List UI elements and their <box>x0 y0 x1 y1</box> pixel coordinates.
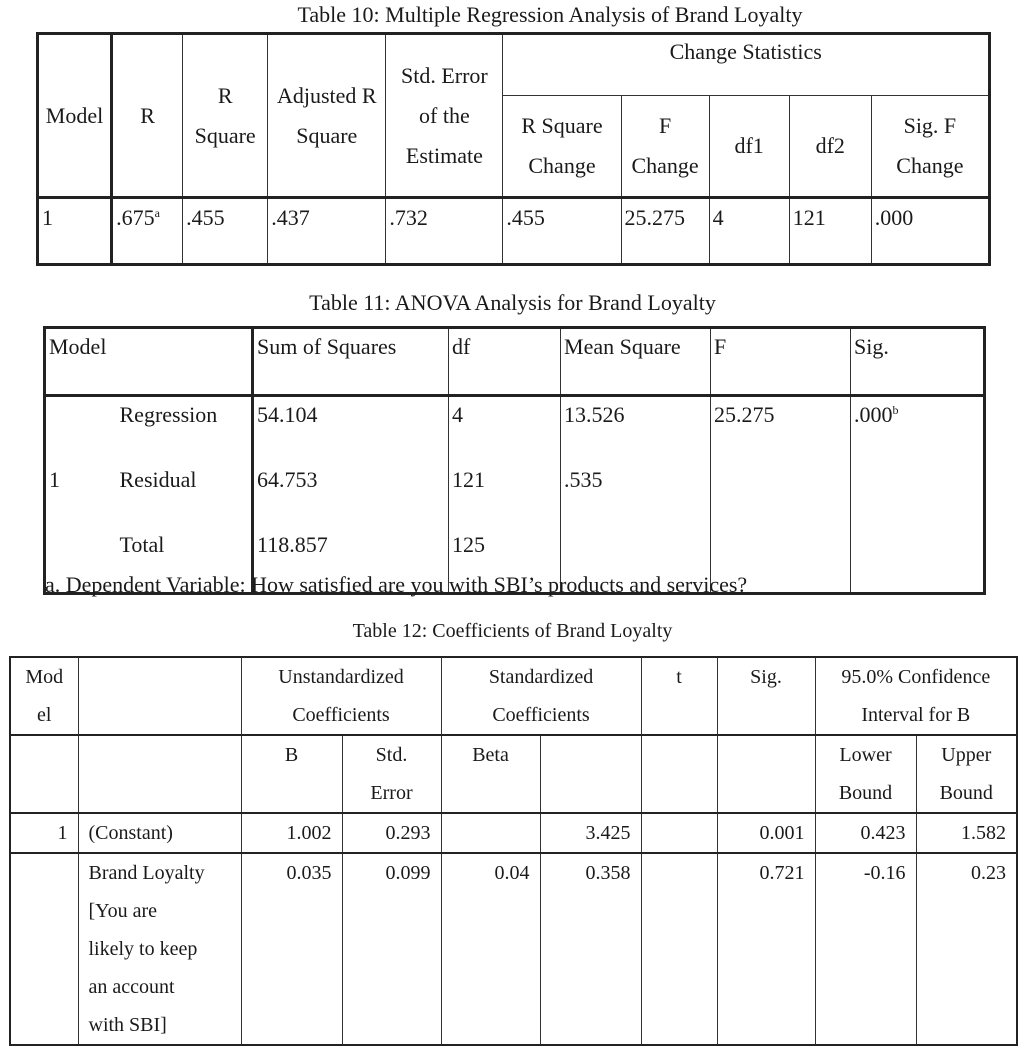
header-unstandardized: Unstandardized Coefficients <box>241 657 441 735</box>
header-r: R <box>112 34 183 198</box>
header-b: B <box>241 735 342 813</box>
row-label: Residual <box>117 462 253 527</box>
header-sig: Sig. <box>717 657 815 735</box>
header-model: Mod el <box>10 657 78 735</box>
header-model: Model <box>45 328 253 396</box>
table-11-footnote: a. Dependent Variable: How satisfied are you with SBI’s products and services? <box>45 572 748 597</box>
cell-b: 1.002 <box>241 813 342 853</box>
cell-df: 121 <box>449 462 561 527</box>
table-10-caption: Table 10: Multiple Regression Analysis of Brand Loyalty <box>297 2 803 27</box>
cell-lower-bound: 0.423 <box>815 813 916 853</box>
cell-sig <box>851 462 985 527</box>
cell-r-square-change: .455 <box>503 198 621 265</box>
header-model: Model <box>38 34 112 198</box>
cell-r: .675$^a$ <box>112 198 183 265</box>
header-confidence-interval: 95.0% Confidence Interval for B <box>815 657 1017 735</box>
table-row <box>45 396 985 463</box>
cell-std-error: 0.293 <box>342 813 441 853</box>
cell-sig: 0.001 <box>717 813 815 853</box>
cell-beta <box>441 813 540 853</box>
header-sig: Sig. <box>851 328 985 396</box>
table-row <box>45 462 985 527</box>
row-label: Brand Loyalty [You are likely to keep an account with SBI] <box>78 853 241 1045</box>
cell-std-value: 0.358 <box>540 853 641 1045</box>
cell-sig <box>851 527 985 594</box>
row-label: Total <box>117 527 253 594</box>
cell-t <box>641 853 717 1045</box>
header-f-change: F Change <box>621 96 709 198</box>
header-upper-bound: Upper Bound <box>916 735 1017 813</box>
header-mean-square: Mean Square <box>561 328 711 396</box>
header-change-statistics: Change Statistics <box>503 34 990 96</box>
header-sig-f-change: Sig. F Change <box>871 96 989 198</box>
header-lower-bound: Lower Bound <box>815 735 916 813</box>
cell-adjusted-r-square: .437 <box>268 198 386 265</box>
cell-b: 0.035 <box>241 853 342 1045</box>
header-standardized: Standardized Coefficients <box>441 657 641 735</box>
cell-df2: 121 <box>789 198 871 265</box>
cell-std-error: 0.099 <box>342 853 441 1045</box>
table-10-regression <box>36 32 991 266</box>
cell-df1: 4 <box>709 198 789 265</box>
cell-sig-f-change: .000 <box>871 198 989 265</box>
cell-ms: .535 <box>561 462 711 527</box>
header-t: t <box>641 657 717 735</box>
cell-model: 1 <box>38 198 112 265</box>
header-adjusted-r-square: Adjusted R Square <box>268 34 386 198</box>
cell-model: 1 <box>10 813 78 853</box>
cell-f: 25.275 <box>711 396 851 463</box>
cell-f <box>711 462 851 527</box>
header-std-error: Std. Error of the Estimate <box>386 34 503 198</box>
row-label: Regression <box>117 396 253 463</box>
cell-upper-bound: 1.582 <box>916 813 1017 853</box>
cell-upper-bound: 0.23 <box>916 853 1017 1045</box>
cell-lower-bound: -0.16 <box>815 853 916 1045</box>
table-11-anova <box>43 326 986 595</box>
cell-ss: 64.753 <box>253 462 449 527</box>
header-f: F <box>711 328 851 396</box>
table-12-coefficients <box>9 656 1018 1046</box>
header-std-error: Std. Error <box>342 735 441 813</box>
cell-r-square: .455 <box>183 198 268 265</box>
cell-std-value: 3.425 <box>540 813 641 853</box>
cell-beta: 0.04 <box>441 853 540 1045</box>
cell-df: 125 <box>449 527 561 594</box>
header-df2: df2 <box>789 96 871 198</box>
header-r-square-change: R Square Change <box>503 96 621 198</box>
cell-std-error: .732 <box>386 198 503 265</box>
table-11-caption: Table 11: ANOVA Analysis for Brand Loyalty <box>309 290 716 315</box>
row-label: (Constant) <box>78 813 241 853</box>
header-beta: Beta <box>441 735 540 813</box>
header-sum-of-squares: Sum of Squares <box>253 328 449 396</box>
table-row <box>38 198 990 265</box>
cell-sig: .000$^b$ <box>851 396 985 463</box>
header-r-square: R Square <box>183 34 268 198</box>
cell-model: 1 <box>45 462 117 527</box>
table-12-caption: Table 12: Coefficients of Brand Loyalty <box>352 620 673 642</box>
cell-df: 4 <box>449 396 561 463</box>
cell-ss: 118.857 <box>253 527 449 594</box>
table-row <box>10 853 1017 1045</box>
cell-f-change: 25.275 <box>621 198 709 265</box>
header-df: df <box>449 328 561 396</box>
cell-model <box>10 853 78 1045</box>
cell-ms: 13.526 <box>561 396 711 463</box>
cell-ss: 54.104 <box>253 396 449 463</box>
header-df1: df1 <box>709 96 789 198</box>
table-row <box>10 813 1017 853</box>
cell-sig: 0.721 <box>717 853 815 1045</box>
cell-t <box>641 813 717 853</box>
